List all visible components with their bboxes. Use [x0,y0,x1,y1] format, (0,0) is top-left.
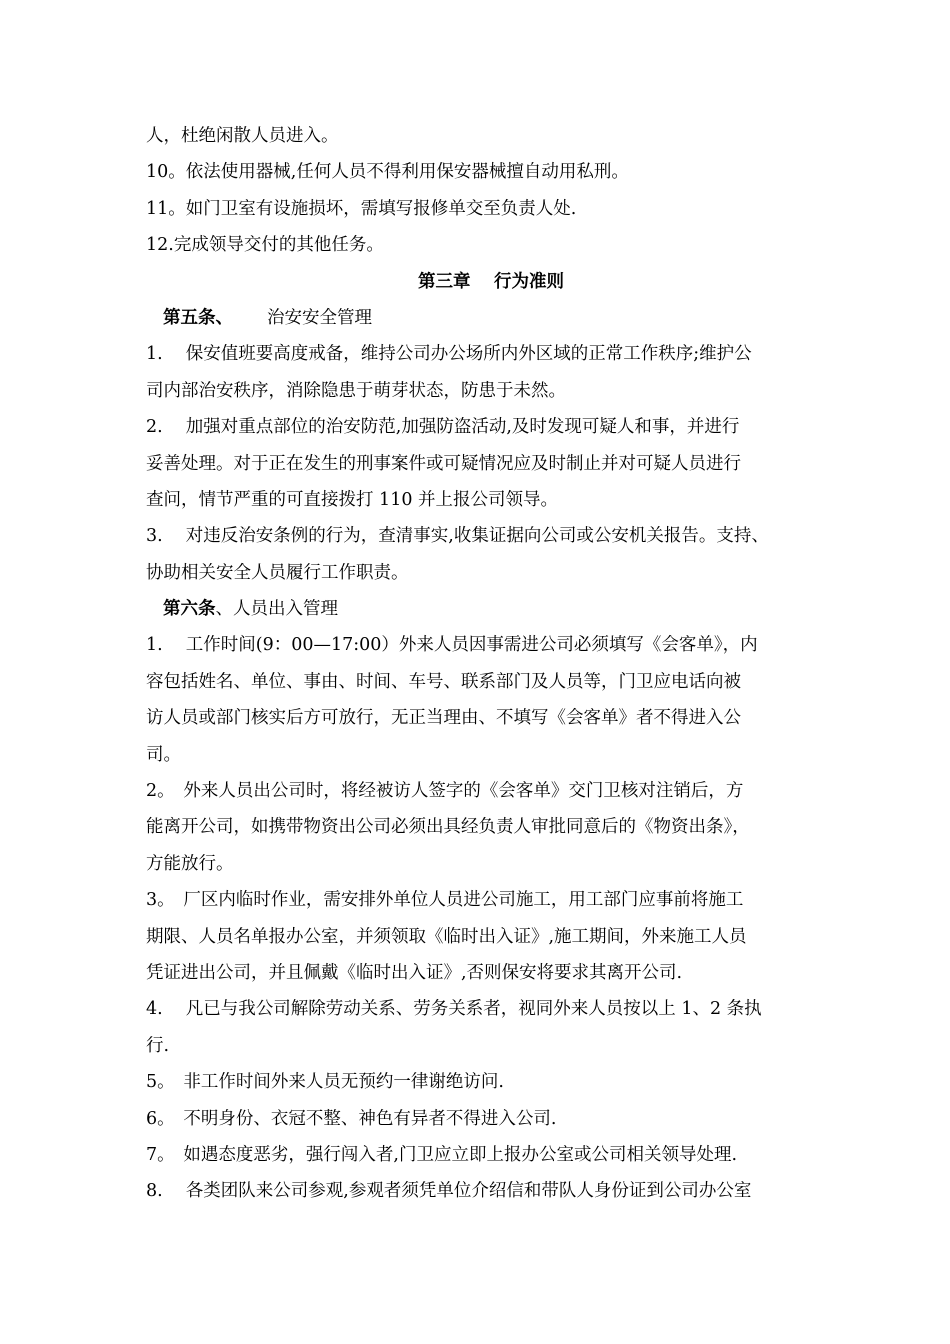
text-line: 司。 [146,744,181,765]
text-line: 容包括姓名、单位、事由、时间、车号、联系部门及人员等，门卫应电话向被 [146,671,741,692]
text-line: 查问，情节严重的可直接拨打 110 并上报公司领导。 [146,489,559,510]
text-line: 方能放行。 [146,853,234,874]
text-line: 2。 外来人员出公司时，将经被访人签字的《会客单》交门卫核对注销后，方 [146,781,744,802]
text-line: 6。 不明身份、衣冠不整、神色有异者不得进入公司. [146,1108,557,1129]
article-6-heading [146,591,836,627]
text-line: 10。依法使用器械,任何人员不得利用保安器械擅自动用私刑。 [146,162,629,183]
text-line: 8. 各类团队来公司参观,参观者须凭单位介绍信和带队人身份证到公司办公室 [146,1181,752,1202]
document-page [146,118,836,1210]
text-line: 凭证进出公司，并且佩戴《临时出入证》,否则保安将要求其离开公司. [146,962,683,983]
text-line: 协助相关安全人员履行工作职责。 [146,562,409,583]
text-line: 3. 对违反治安条例的行为，查清事实,收集证据向公司或公安机关报告。支持、 [146,526,769,547]
text-line: 7。 如遇态度恶劣，强行闯入者,门卫应立即上报办公室或公司相关领导处理. [146,1144,738,1165]
article-6-title: 、人员出入管理 [215,599,338,620]
text-line: 1. 工作时间(9：00—17:00）外来人员因事需进公司必须填写《会客单》，内 [146,635,758,656]
text-line: 能离开公司，如携带物资出公司必须出具经负责人审批同意后的《物资出条》， [146,817,750,838]
text-line: 1. 保安值班要高度戒备，维持公司办公场所内外区域的正常工作秩序;维护公 [146,344,752,365]
text-line: 访人员或部门核实后方可放行，无正当理由、不填写《会客单》者不得进入公 [146,708,741,729]
chapter-heading: 第三章 行为准则 [417,271,565,292]
text-line: 4. 凡已与我公司解除劳动关系、劳务关系者，视同外来人员按以上 1、2 条执 [146,999,762,1020]
text-line: 5。 非工作时间外来人员无预约一律谢绝访问. [146,1072,504,1093]
text-line: 12.完成领导交付的其他任务。 [146,235,384,256]
text-line: 11。如门卫室有设施损坏，需填写报修单交至负责人处. [146,198,577,219]
article-5-title: 治安安全管理 [267,307,372,328]
text-line: 妥善处理。对于正在发生的刑事案件或可疑情况应及时制止并对可疑人员进行 [146,453,741,474]
text-line: 司内部治安秩序，消除隐患于萌芽状态，防患于未然。 [146,380,566,401]
article-5-heading [146,300,836,336]
text-line: 期限、人员名单报办公室，并须领取《临时出入证》,施工期间，外来施工人员 [146,926,747,947]
text-line: 3。 厂区内临时作业，需安排外单位人员进公司施工，用工部门应事前将施工 [146,890,744,911]
article-5-label: 第五条、 [163,307,233,328]
text-line: 行. [146,1035,170,1056]
article-6-label: 第六条 [163,599,216,620]
text-line: 2. 加强对重点部位的治安防范,加强防盗活动,及时发现可疑人和事，并进行 [146,417,740,438]
text-line: 人，杜绝闲散人员进入。 [146,126,339,146]
